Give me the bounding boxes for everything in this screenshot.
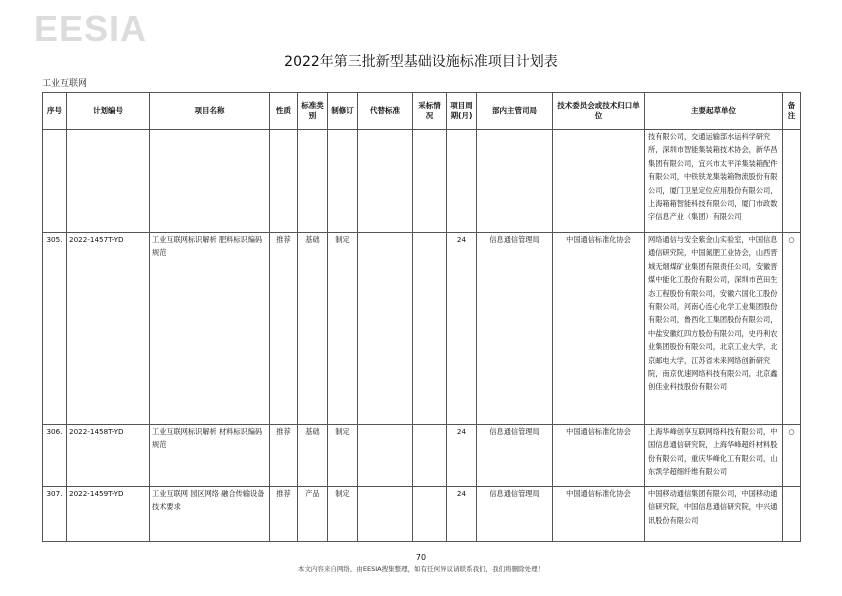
cell-revision: 制定 — [328, 425, 358, 487]
cell-remark: ○ — [783, 233, 801, 425]
cell-dept — [477, 130, 553, 233]
cell-adopt — [413, 130, 447, 233]
cell-remark — [783, 487, 801, 542]
cell-no: 306. — [43, 425, 67, 487]
cell-nature — [270, 130, 298, 233]
cell-category — [298, 130, 328, 233]
cell-drafters: 中国移动通信集团有限公司，中国移动通信研究院，中国信息通信研究院，中兴通讯股份有限公司 — [645, 487, 783, 542]
cell-name: 工业互联网标识解析 材料标识编码规范 — [150, 425, 270, 487]
table-row — [43, 233, 801, 425]
cell-name: 工业互联网标识解析 肥料标识编码规范 — [150, 233, 270, 425]
header-revision: 制修订 — [328, 93, 358, 130]
cell-replace — [358, 130, 413, 233]
header-replace: 代替标准 — [358, 93, 413, 130]
table-row — [43, 425, 801, 487]
cell-no: 305. — [43, 233, 67, 425]
cell-code: 2022-1458T-YD — [67, 425, 150, 487]
cell-no: 307. — [43, 487, 67, 542]
cell-category: 产品 — [298, 487, 328, 542]
cell-adopt — [413, 487, 447, 542]
cell-drafters: 技有限公司，交通运输部水运科学研究所，深圳市智能集装箱技术协会，新华昌集团有限公司，宜兴市太平洋集装箱配件有限公司，中铁铁龙集装箱物流股份有限公司，厦门卫星定位应用股份有限公司，上海箱箱智能科技有限公司，厦门市政数字信息产业（集团）有限公司 — [645, 130, 783, 233]
cell-category: 基础 — [298, 233, 328, 425]
cell-committee: 中国通信标准化协会 — [553, 487, 645, 542]
cell-drafters: 网络通信与安全紫金山实验室，中国信息通信研究院，中国氮肥工业协会，山西晋城无烟煤矿业集团有限责任公司，安徽晋煤中能化工股份有限公司，深圳市芭田生态工程股份有限公司，安徽六国化工股份有限公司，河南心连心化学工业集团股份有限公司，鲁西化工集团股份有限公司，中盐安徽红四方股份有限公司，史丹利农业集团股份有限公司，北京工业大学，北京邮电大学，江苏省未来网络创新研究院，南京优速网络科技有限公司，北京鑫创佳业科技股份有限公司 — [645, 233, 783, 425]
header-nature: 性质 — [270, 93, 298, 130]
header-name: 项目名称 — [150, 93, 270, 130]
header-no: 序号 — [43, 93, 67, 130]
cell-nature: 推荐 — [270, 425, 298, 487]
cell-remark — [783, 130, 801, 233]
cell-replace — [358, 487, 413, 542]
header-committee: 技术委员会或技术归口单位 — [553, 93, 645, 130]
header-remark: 备注 — [783, 93, 801, 130]
eesia-logo: EESIA — [34, 8, 148, 49]
cell-adopt — [413, 233, 447, 425]
cell-revision: 制定 — [328, 233, 358, 425]
cell-nature: 推荐 — [270, 233, 298, 425]
cell-period: 24 — [447, 233, 477, 425]
header-dept: 部内主管司局 — [477, 93, 553, 130]
table-header-row — [43, 93, 801, 130]
cell-dept: 信息通信管理局 — [477, 425, 553, 487]
header-category: 标准类别 — [298, 93, 328, 130]
cell-dept: 信息通信管理局 — [477, 233, 553, 425]
table-row — [43, 130, 801, 233]
cell-period: 24 — [447, 425, 477, 487]
cell-period: 24 — [447, 487, 477, 542]
cell-code: 2022-1459T-YD — [67, 487, 150, 542]
header-code: 计划编号 — [67, 93, 150, 130]
cell-remark: ○ — [783, 425, 801, 487]
cell-committee — [553, 130, 645, 233]
cell-period — [447, 130, 477, 233]
cell-name — [150, 130, 270, 233]
cell-adopt — [413, 425, 447, 487]
cell-committee: 中国通信标准化协会 — [553, 425, 645, 487]
cell-no — [43, 130, 67, 233]
cell-revision: 制定 — [328, 487, 358, 542]
cell-category: 基础 — [298, 425, 328, 487]
section-label: 工业互联网 — [42, 79, 88, 89]
cell-nature: 推荐 — [270, 487, 298, 542]
footer-note: 本文内容来自网络，由EESIA搜集整理，如有任何异议请联系我们，我们将删除处理！ — [297, 565, 545, 573]
page-number: 70 — [415, 553, 427, 562]
cell-replace — [358, 233, 413, 425]
page-title: 2022年第三批新型基础设施标准项目计划表 — [284, 54, 558, 70]
cell-replace — [358, 425, 413, 487]
table-row — [43, 487, 801, 542]
cell-name: 工业互联网 园区网络 融合传输设备技术要求 — [150, 487, 270, 542]
header-drafters: 主要起草单位 — [645, 93, 783, 130]
cell-code: 2022-1457T-YD — [67, 233, 150, 425]
cell-code — [67, 130, 150, 233]
cell-revision — [328, 130, 358, 233]
cell-committee: 中国通信标准化协会 — [553, 233, 645, 425]
header-adopt: 采标情况 — [413, 93, 447, 130]
cell-dept: 信息通信管理局 — [477, 487, 553, 542]
cell-drafters: 上海华峰创享互联网络科技有限公司，中国信息通信研究院，上海华峰超纤材料股份有限公司，重庆华峰化工有限公司，山东凯学超细纤维有限公司 — [645, 425, 783, 487]
header-period: 项目周期(月) — [447, 93, 477, 130]
standards-plan-table — [42, 92, 801, 542]
